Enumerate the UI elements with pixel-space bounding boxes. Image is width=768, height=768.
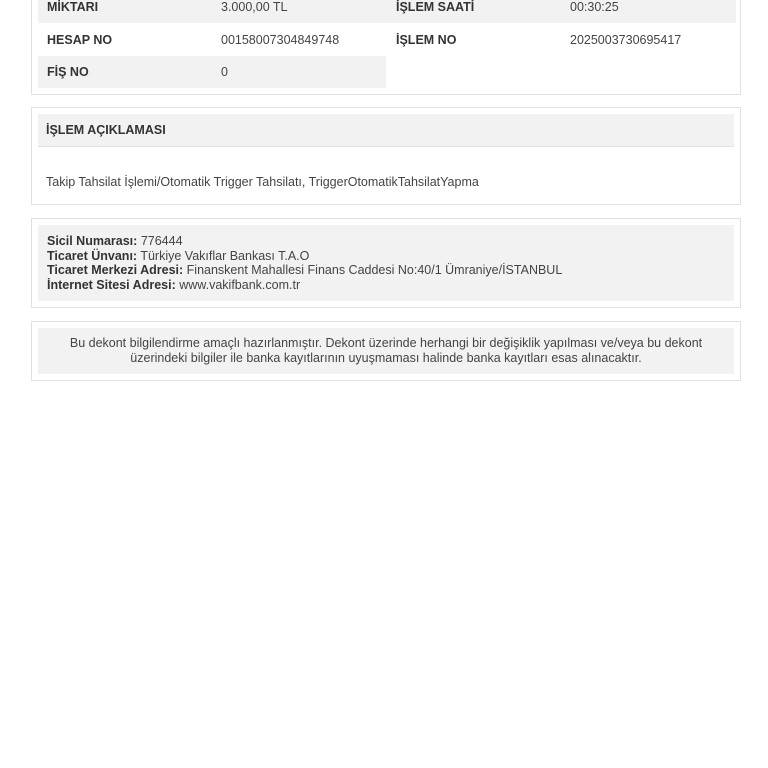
address-label: Ticaret Merkezi Adresi: [47, 263, 184, 277]
description-title: İŞLEM AÇIKLAMASI [46, 123, 166, 137]
details-row-amount [38, 0, 736, 23]
transaction-no-label: İŞLEM NO [396, 33, 457, 47]
address-value: Finanskent Mahallesi Finans Caddesi No:40/1 Ümraniye/İSTANBUL [186, 263, 563, 277]
website-label: İnternet Sitesi Adresi: [47, 277, 176, 292]
transaction-time-value: 00:30:25 [570, 0, 619, 14]
registry-label: Sicil Numarası: [47, 234, 138, 248]
transaction-description-card [31, 107, 741, 205]
disclaimer-line-2: üzerindeki bilgiler ile banka kayıtlarının uyuşmaması halinde banka kayıtları esas alınacaktır. [130, 351, 642, 365]
registry-line [47, 234, 183, 248]
details-row-receipt [38, 56, 386, 88]
disclaimer-line-1: Bu dekont bilgilendirme amaçlı hazırlanmıştır. Dekont üzerinde herhangi bir değişiklik yapılması ve/veya bu dekont [69, 336, 703, 350]
company-info-card [31, 218, 741, 308]
description-header [38, 114, 734, 147]
address-line [47, 263, 562, 277]
website-value: www.vakifbank.com.tr [179, 277, 301, 292]
account-no-label: HESAP NO [47, 33, 113, 47]
description-text: Takip Tahsilat İşlemi/Otomatik Trigger Tahsilatı, TriggerOtomatikTahsilatYapma [46, 175, 479, 189]
amount-label: MİKTARI [47, 0, 99, 14]
disclaimer-box [38, 328, 734, 374]
transaction-details-card [31, 0, 741, 95]
receipt-no-label: FİŞ NO [47, 65, 89, 79]
receipt-no-value: 0 [221, 65, 228, 79]
amount-value: 3.000,00 TL [221, 0, 288, 14]
account-no-value: 00158007304849748 [221, 33, 340, 47]
trade-title-value: Türkiye Vakıflar Bankası T.A.O [140, 248, 310, 263]
disclaimer-card [31, 321, 741, 381]
transaction-time-label: İŞLEM SAATİ [396, 0, 475, 14]
website-line [47, 278, 300, 292]
disclaimer-text [38, 336, 734, 366]
trade-title-label: Ticaret Ünvanı: [47, 248, 138, 263]
details-row-account [38, 24, 736, 56]
trade-title-line [47, 249, 309, 263]
company-info-box [38, 225, 734, 301]
transaction-no-value: 2025003730695417 [570, 33, 682, 47]
registry-value: 776444 [140, 234, 183, 248]
